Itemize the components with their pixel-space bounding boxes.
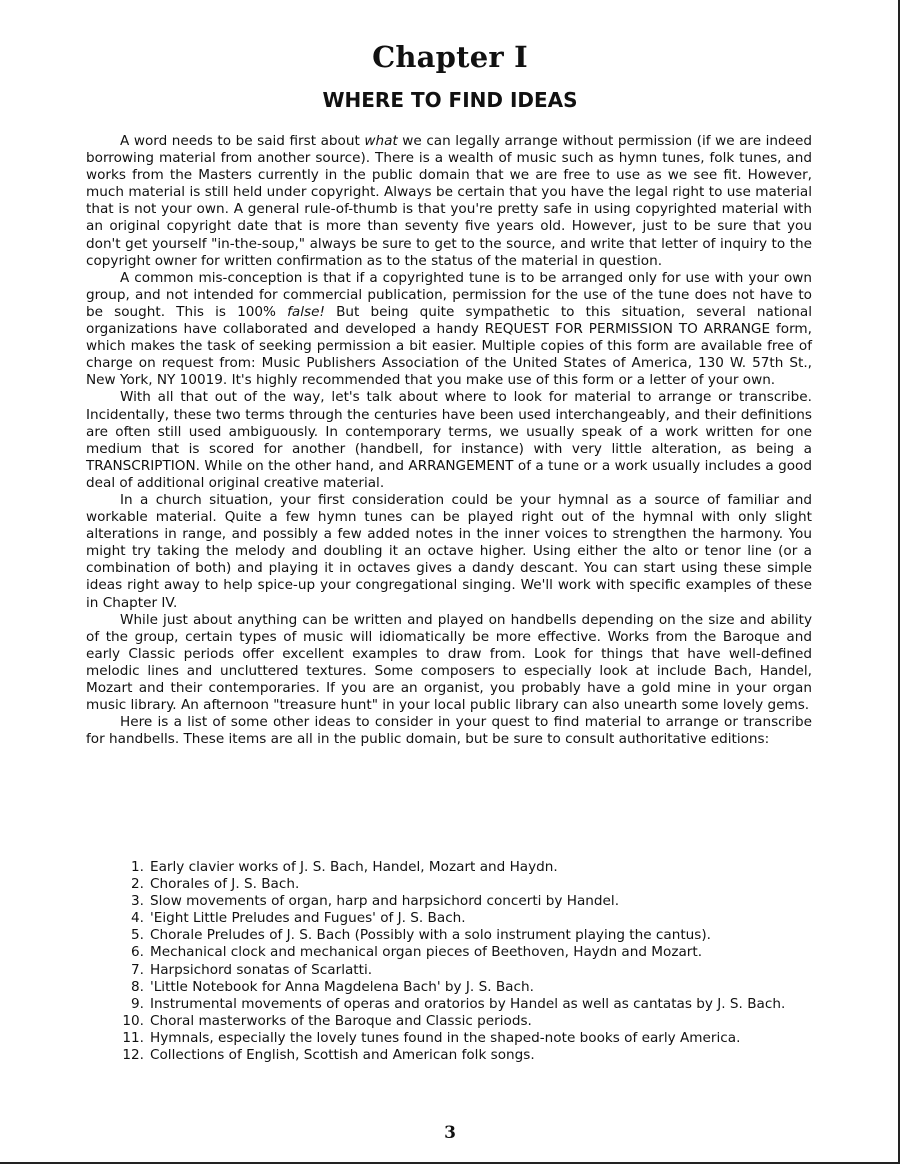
list-item: 7. Harpsichord sonatas of Scarlatti. [131, 961, 373, 978]
list-item: 6. Mechanical clock and mechanical organ pieces of Beethoven, Haydn and Mozart. [131, 944, 703, 961]
list-item: 5. Chorale Preludes of J. S. Bach (Possibly with a solo instrument playing the cantus). [131, 927, 711, 944]
page-number: 3 [444, 1123, 456, 1143]
paragraph: A common mis-conception is that if a copyrighted tune is to be arranged only for use with your own group, and not intended for commercial publication, permission for the use of the tune does not have to be sought. This is 100% false! But being quite sympathetic to this situation, several national organizations have collaborated and developed a handy REQUEST FOR PERMISSION TO ARRANGE form, which makes the task of seeking permission a bit easier. Multiple copies of this form are available free of charge on request from: Music Publishers Association of the United States of America, 130 W. 57th St., New York, NY 10019. It's highly recommended that you make use of this form or a letter of your own. [86, 269, 812, 389]
list-item: 4. 'Eight Little Preludes and Fugues' of J. S. Bach. [131, 910, 466, 927]
paragraph: A word needs to be said first about what we can legally arrange without permission (if we are indeed borrowing material from another source). There is a wealth of music such as hymn tunes, folk tunes, and works from the Masters currently in the public domain that we are free to use as we see fit. However, much material is still held under copyright. Always be certain that you have the legal right to use material that is not your own. A general rule-of-thumb is that you're pretty safe in using copyrighted material with an original copyright date that is more than seventy five years old. However, just to be sure that you don't get yourself "in-the-soup," always be sure to get to the source, and write that letter of inquiry to the copyright owner for written confirmation as to the status of the material in question. [86, 133, 813, 269]
list-item: 1. Early clavier works of J. S. Bach, Handel, Mozart and Haydn. [131, 859, 558, 875]
paragraph: In a church situation, your first consideration could be your hymnal as a source of familiar and workable material. Quite a few hymn tunes can be played right out of the hymnal with only slight alterations in range, and possibly a few added notes in the inner voices to strengthen the harmony. You might try taking the melody and doubling it an octave higher. Using either the alto or tenor line (or a combination of both) and playing it in octaves gives a dandy descant. You can start using these simple ideas right away to help spice-up your congregational singing. We'll work with specific examples of these in Chapter IV. [86, 491, 812, 611]
chapter-title: WHERE TO FIND IDEAS [322, 88, 578, 112]
list-item: 11. Hymnals, especially the lovely tunes found in the shaped-note books of early America. [122, 1029, 741, 1046]
list-item: 9. Instrumental movements of operas and oratorios by Handel as well as cantatas by J. S. Bach. [131, 995, 786, 1012]
ideas-list [110, 859, 812, 1064]
paragraph: With all that out of the way, let's talk about where to look for material to arrange or transcribe. Incidentally, these two terms through the centuries have been used interchangeably, and their definitions are often still used ambiguously. In contemporary terms, we usually speak of a work written for one medium that is scored for another (handbell, for instance) with very little alteration, as being a TRANSCRIPTION. While on the other hand, and ARRANGEMENT of a tune or a work usually includes a good deal of additional original creative material. [86, 389, 812, 491]
body-text [86, 133, 812, 748]
list-item: 2. Chorales of J. S. Bach. [131, 876, 300, 893]
paragraph: While just about anything can be written and played on handbells depending on the size and ability of the group, certain types of music will idiomatically be more effective. Works from the Baroque and early Classic periods offer excellent examples to draw from. Look for things that have well-defined melodic lines and uncluttered textures. Some composers to especially look at include Bach, Handel, Mozart and their contemporaries. If you are an organist, you probably have a gold mine in your organ music library. An afternoon "treasure hunt" in your local public library can also unearth some lovely gems. [86, 611, 812, 714]
paragraph: Here is a list of some other ideas to consider in your quest to find material to arrange or transcribe for handbells. These items are all in the public domain, but be sure to consult authoritative editions: [86, 714, 812, 748]
list-item: 10. Choral masterworks of the Baroque and Classic periods. [122, 1012, 532, 1029]
chapter-heading: Chapter I [372, 40, 528, 74]
list-item: 8. 'Little Notebook for Anna Magdelena Bach' by J. S. Bach. [131, 978, 534, 995]
list-item: 12. Collections of English, Scottish and American folk songs. [122, 1047, 535, 1064]
list-item: 3. Slow movements of organ, harp and harpsichord concerti by Handel. [131, 893, 620, 910]
